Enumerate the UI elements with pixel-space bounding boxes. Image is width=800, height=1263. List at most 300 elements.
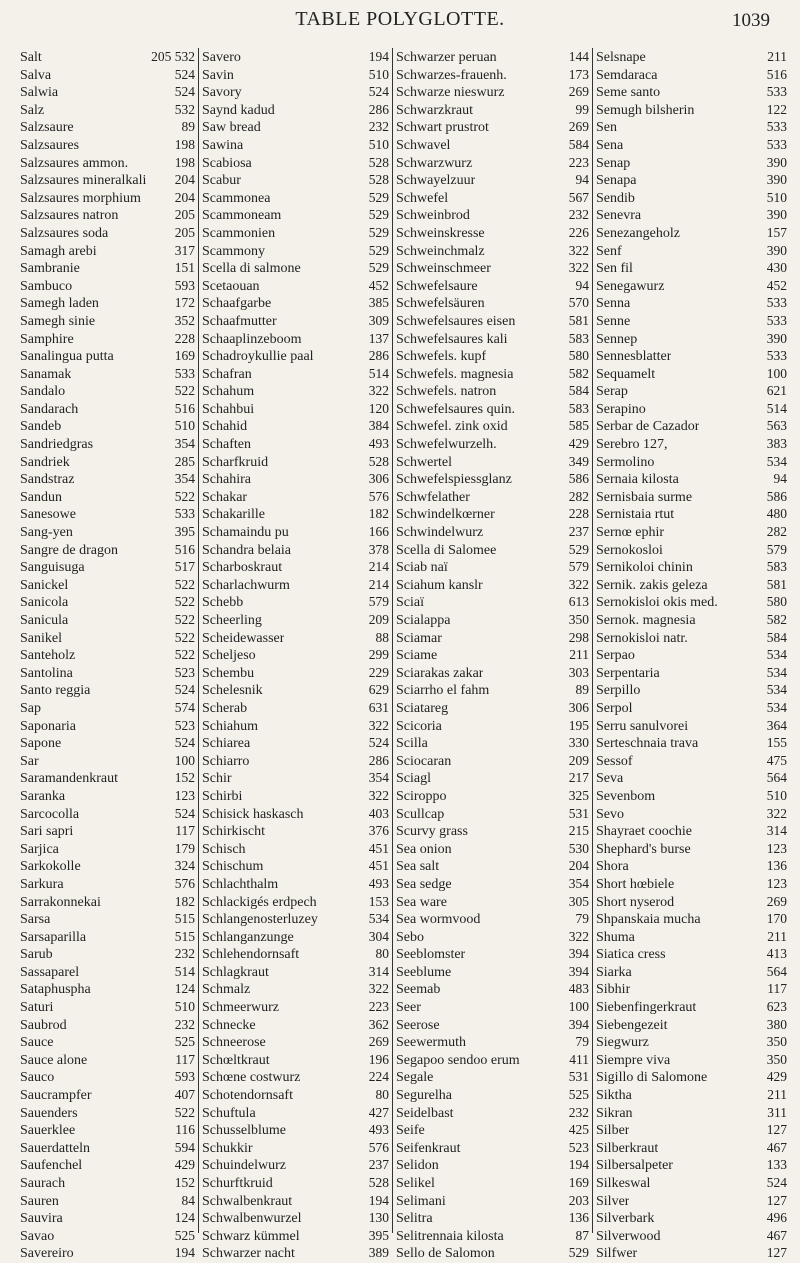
- index-entry: [396, 980, 592, 998]
- entry-term: Sciaï: [396, 595, 424, 611]
- entry-term: Scicoria: [396, 718, 442, 734]
- entry-page-ref: 127: [766, 1192, 787, 1208]
- entry-term: Saw bread: [202, 120, 261, 136]
- index-entry: [396, 1227, 592, 1245]
- index-entry: [20, 1068, 198, 1086]
- index-entry: [396, 681, 592, 699]
- entry-term: Sanikel: [20, 630, 62, 646]
- index-entry: [396, 488, 592, 506]
- entry-term: Schwarzes-frauenh.: [396, 67, 507, 83]
- entry-page-ref: 390: [766, 242, 787, 258]
- entry-page-ref: 123: [766, 875, 787, 891]
- index-entry: [20, 699, 198, 717]
- entry-term: Sassaparel: [20, 964, 80, 980]
- index-entry: [396, 664, 592, 682]
- entry-page-ref: 623: [766, 999, 787, 1015]
- entry-page-ref: 483: [568, 981, 589, 997]
- entry-term: Seewermuth: [396, 1035, 466, 1051]
- index-entry: [20, 646, 198, 664]
- entry-term: Savory: [202, 85, 242, 101]
- entry-page-ref: 117: [767, 981, 787, 997]
- index-entry: [396, 1174, 592, 1192]
- entry-page-ref: 467: [766, 1139, 787, 1155]
- entry-page-ref: 629: [368, 682, 389, 698]
- index-entry: [202, 189, 392, 207]
- index-entry: [20, 1139, 198, 1157]
- entry-page-ref: 514: [368, 365, 389, 381]
- entry-term: Seifenkraut: [396, 1140, 461, 1156]
- entry-page-ref: 528: [368, 1175, 389, 1190]
- entry-page-ref: 322: [568, 260, 589, 276]
- entry-page-ref: 584: [568, 136, 589, 152]
- entry-page-ref: 528: [368, 172, 389, 188]
- index-entry: [20, 734, 198, 752]
- index-entry: [396, 963, 592, 981]
- index-entry: [202, 910, 392, 928]
- index-entry: [202, 382, 392, 400]
- index-entry: [596, 1068, 790, 1086]
- entry-page-ref: 517: [174, 559, 195, 575]
- entry-page-ref: 211: [767, 1087, 787, 1103]
- entry-term: Senegawurz: [596, 278, 665, 294]
- index-column-2: [198, 48, 392, 1262]
- index-entry: [596, 593, 790, 611]
- index-entry: [596, 488, 790, 506]
- index-entry: [396, 928, 592, 946]
- entry-term: Schwefelsaures kali: [396, 331, 508, 347]
- index-entry: [202, 505, 392, 523]
- entry-term: Scullcap: [396, 806, 445, 822]
- entry-page-ref: 516: [174, 400, 195, 416]
- entry-page-ref: 581: [568, 312, 589, 328]
- entry-page-ref: 584: [568, 383, 589, 399]
- entry-page-ref: 564: [766, 963, 787, 979]
- entry-term: Sarsaparilla: [20, 929, 87, 945]
- index-entry: [596, 576, 790, 594]
- entry-term: Seemab: [396, 982, 441, 998]
- index-entry: [202, 118, 392, 136]
- index-entry: [596, 312, 790, 330]
- entry-term: Schneerose: [202, 1035, 266, 1051]
- entry-term: Santolina: [20, 665, 73, 681]
- index-entry: [396, 857, 592, 875]
- entry-page-ref: 232: [174, 946, 195, 962]
- index-entry: [596, 154, 790, 172]
- entry-term: Siebengezeit: [596, 1017, 668, 1033]
- entry-page-ref: 383: [766, 436, 787, 452]
- index-entry: [202, 48, 392, 66]
- entry-term: Scammonea: [202, 190, 271, 206]
- index-entry: [20, 224, 198, 242]
- entry-term: Sap: [20, 700, 41, 716]
- entry-page-ref: 394: [568, 1016, 589, 1032]
- entry-page-ref: 232: [568, 1104, 589, 1120]
- entry-term: Sanickel: [20, 577, 69, 593]
- index-entry: [396, 558, 592, 576]
- index-entry: [20, 259, 198, 277]
- entry-page-ref: 563: [766, 418, 787, 434]
- index-entry: [596, 206, 790, 224]
- entry-term: Schandra belaia: [202, 542, 292, 558]
- entry-page-ref: 529: [568, 541, 589, 557]
- index-entry: [596, 646, 790, 664]
- index-entry: [396, 1156, 592, 1174]
- entry-term: Schiahum: [202, 718, 258, 734]
- entry-page-ref: 425: [568, 1122, 589, 1138]
- page-number: 1039: [732, 10, 770, 31]
- entry-term: Sequamelt: [596, 366, 656, 382]
- entry-term: Schembu: [202, 665, 255, 681]
- entry-term: Schwarz kümmel: [202, 1228, 300, 1244]
- entry-page-ref: 532: [174, 101, 195, 117]
- entry-term: Seife: [396, 1123, 425, 1139]
- index-entry: [202, 1192, 392, 1210]
- entry-page-ref: 172: [174, 295, 195, 311]
- entry-page-ref: 514: [766, 400, 787, 416]
- index-entry: [396, 1086, 592, 1104]
- entry-term: Sauce: [20, 1035, 54, 1051]
- entry-term: Shora: [596, 859, 629, 875]
- index-entry: [20, 752, 198, 770]
- entry-page-ref: 531: [568, 805, 589, 821]
- entry-term: Sanesowe: [20, 507, 76, 523]
- index-entry: [20, 1244, 198, 1262]
- entry-page-ref: 157: [766, 224, 787, 240]
- entry-term: Schlanganzunge: [202, 929, 294, 945]
- index-entry: [202, 928, 392, 946]
- index-entry: [20, 857, 198, 875]
- index-entry: [20, 1016, 198, 1034]
- entry-page-ref: 282: [568, 488, 589, 504]
- entry-term: Sang-yen: [20, 525, 73, 541]
- entry-term: Sebo: [396, 929, 424, 945]
- entry-term: Sciame: [396, 648, 438, 664]
- entry-page-ref: 533: [174, 506, 195, 522]
- entry-term: Schurftkruid: [202, 1176, 273, 1191]
- index-entry: [202, 699, 392, 717]
- entry-page-ref: 395: [174, 524, 195, 540]
- index-entry: [20, 453, 198, 471]
- index-entry: [20, 1174, 198, 1192]
- index-entry: [396, 717, 592, 735]
- entry-term: Saturi: [20, 1000, 54, 1016]
- index-entry: [396, 118, 592, 136]
- index-entry: [202, 294, 392, 312]
- entry-page-ref: 127: [766, 1245, 787, 1261]
- entry-term: Senap: [596, 155, 631, 171]
- index-entry: [202, 1121, 392, 1139]
- entry-term: Scabiosa: [202, 155, 252, 171]
- index-entry: [20, 910, 198, 928]
- index-entry: [202, 277, 392, 295]
- entry-term: Schlagkraut: [202, 964, 269, 980]
- entry-term: Schwefelsaures quin.: [396, 401, 515, 417]
- entry-page-ref: 583: [568, 330, 589, 346]
- entry-page-ref: 510: [174, 418, 195, 434]
- entry-term: Schaaplinzeboom: [202, 331, 302, 347]
- entry-page-ref: 480: [766, 506, 787, 522]
- entry-page-ref: 117: [175, 1051, 195, 1067]
- index-entry: [202, 1244, 392, 1262]
- entry-term: Sessof: [596, 753, 633, 769]
- entry-term: Sandriek: [20, 454, 70, 470]
- index-entry: [202, 242, 392, 260]
- index-entry: [396, 752, 592, 770]
- entry-page-ref: 153: [368, 893, 389, 909]
- entry-term: Seeblomster: [396, 947, 466, 963]
- entry-page-ref: 223: [368, 999, 389, 1015]
- index-entry: [596, 1051, 790, 1069]
- entry-page-ref: 389: [368, 1245, 389, 1261]
- entry-page-ref: 451: [368, 840, 389, 856]
- entry-page-ref: 124: [174, 1210, 195, 1226]
- entry-page-ref: 209: [568, 752, 589, 768]
- index-entry: [20, 1033, 198, 1051]
- index-entry: [202, 312, 392, 330]
- index-entry: [396, 945, 592, 963]
- entry-page-ref: 130: [368, 1210, 389, 1226]
- entry-term: Schwindelkœrner: [396, 507, 495, 523]
- index-entry: [596, 558, 790, 576]
- entry-term: Schahid: [202, 419, 248, 435]
- index-entry: [396, 417, 592, 435]
- index-column-1: [20, 48, 198, 1262]
- index-entry: [20, 558, 198, 576]
- index-entry: [596, 1244, 790, 1262]
- entry-term: Schuindelwurz: [202, 1158, 286, 1174]
- entry-page-ref: 364: [766, 717, 787, 733]
- index-entry: [596, 734, 790, 752]
- index-entry: [202, 1051, 392, 1069]
- entry-page-ref: 232: [368, 119, 389, 135]
- entry-term: Shpanskaia mucha: [596, 912, 701, 928]
- index-entry: [396, 1121, 592, 1139]
- entry-page-ref: 524: [766, 1175, 787, 1190]
- entry-term: Sauce alone: [20, 1052, 88, 1068]
- entry-page-ref: 533: [174, 365, 195, 381]
- entry-page-ref: 269: [568, 119, 589, 135]
- entry-term: Serebro 127,: [596, 437, 668, 453]
- index-entry: [596, 875, 790, 893]
- index-entry: [202, 83, 392, 101]
- entry-page-ref: 317: [174, 242, 195, 258]
- entry-term: Scetaouan: [202, 278, 260, 294]
- index-entry: [202, 893, 392, 911]
- entry-term: Schwefelsaures eisen: [396, 313, 516, 329]
- entry-term: Schœltkraut: [202, 1052, 270, 1068]
- index-entry: [596, 893, 790, 911]
- index-entry: [20, 523, 198, 541]
- index-entry: [596, 66, 790, 84]
- index-entry: [20, 576, 198, 594]
- entry-page-ref: 493: [368, 875, 389, 891]
- entry-page-ref: 524: [368, 735, 389, 751]
- entry-term: Savao: [20, 1228, 55, 1244]
- index-entry: [20, 470, 198, 488]
- entry-term: Sennep: [596, 331, 638, 347]
- entry-term: Serbar de Cazador: [596, 419, 700, 435]
- entry-term: Sea sedge: [396, 876, 452, 892]
- entry-page-ref: 94: [575, 172, 589, 188]
- entry-term: Sciagl: [396, 771, 431, 787]
- entry-term: Sciahum kanslr: [396, 577, 483, 593]
- index-entry: [396, 83, 592, 101]
- entry-page-ref: 352: [174, 312, 195, 328]
- index-entry: [596, 224, 790, 242]
- entry-term: Schwefelsäuren: [396, 296, 485, 312]
- entry-term: Sciroppo: [396, 788, 447, 804]
- entry-term: Siktha: [596, 1088, 632, 1104]
- index-entry: [202, 980, 392, 998]
- entry-page-ref: 529: [368, 189, 389, 205]
- index-entry: [20, 435, 198, 453]
- entry-term: Shephard's burse: [596, 841, 691, 857]
- entry-page-ref: 314: [766, 823, 787, 839]
- index-entry: [20, 1051, 198, 1069]
- entry-page-ref: 390: [766, 330, 787, 346]
- entry-term: Selitra: [396, 1211, 433, 1227]
- entry-term: Schwindelwurz: [396, 525, 484, 541]
- entry-term: Sigillo di Salomone: [596, 1070, 708, 1086]
- entry-term: Sea onion: [396, 841, 452, 857]
- entry-page-ref: 298: [568, 629, 589, 645]
- entry-term: Schlackigés erdpech: [202, 894, 317, 910]
- index-entry: [596, 805, 790, 823]
- index-entry: [596, 945, 790, 963]
- index-entry: [596, 717, 790, 735]
- entry-term: Sandstraz: [20, 472, 75, 488]
- index-entry: [202, 259, 392, 277]
- index-entry: [202, 171, 392, 189]
- entry-page-ref: 152: [174, 770, 195, 786]
- entry-term: Seidelbast: [396, 1105, 454, 1121]
- index-entry: [596, 294, 790, 312]
- entry-term: Schwavel: [396, 137, 451, 153]
- entry-page-ref: 576: [368, 488, 389, 504]
- entry-page-ref: 403: [368, 805, 389, 821]
- entry-term: Sauerdatteln: [20, 1140, 90, 1156]
- entry-page-ref: 79: [575, 911, 589, 927]
- entry-page-ref: 522: [174, 488, 195, 504]
- entry-term: Serteschnaia trava: [596, 736, 699, 752]
- entry-page-ref: 232: [174, 1016, 195, 1032]
- entry-term: Schwarzwurz: [396, 155, 473, 171]
- index-entry: [396, 171, 592, 189]
- entry-page-ref: 314: [368, 963, 389, 979]
- entry-term: Schwefel: [396, 190, 449, 206]
- entry-term: Savin: [202, 67, 234, 83]
- entry-page-ref: 205: [174, 207, 195, 223]
- entry-page-ref: 309: [368, 312, 389, 328]
- index-entry: [396, 822, 592, 840]
- entry-page-ref: 133: [766, 1157, 787, 1173]
- index-entry: [20, 893, 198, 911]
- entry-term: Schotendornsaft: [202, 1088, 293, 1104]
- entry-term: Sangre de dragon: [20, 542, 118, 558]
- index-entry: [202, 1086, 392, 1104]
- entry-term: Sataphuspha: [20, 982, 91, 998]
- index-entry: [20, 928, 198, 946]
- entry-term: Senapa: [596, 173, 637, 189]
- index-entry: [596, 752, 790, 770]
- entry-page-ref: 529: [368, 260, 389, 276]
- entry-page-ref: 631: [368, 699, 389, 715]
- entry-page-ref: 204: [174, 189, 195, 205]
- entry-page-ref: 120: [368, 400, 389, 416]
- entry-page-ref: 583: [766, 559, 787, 575]
- index-entry: [396, 1244, 592, 1262]
- entry-page-ref: 529: [368, 242, 389, 258]
- entry-term: Semdaraca: [596, 67, 658, 83]
- page-header: [0, 6, 800, 34]
- entry-page-ref: 452: [368, 277, 389, 293]
- entry-page-ref: 576: [174, 875, 195, 891]
- index-entry: [396, 593, 592, 611]
- index-entry: [202, 154, 392, 172]
- index-entry: [202, 400, 392, 418]
- entry-term: Sanicola: [20, 595, 69, 611]
- index-entry: [20, 681, 198, 699]
- index-entry: [20, 611, 198, 629]
- entry-term: Sevenbom: [596, 788, 656, 804]
- entry-page-ref: 195: [568, 717, 589, 733]
- entry-page-ref: 564: [766, 770, 787, 786]
- index-entry: [596, 1139, 790, 1157]
- index-entry: [20, 294, 198, 312]
- index-entry: [202, 541, 392, 559]
- entry-term: Sanamak: [20, 366, 72, 382]
- index-entry: [396, 294, 592, 312]
- index-entry: [596, 629, 790, 647]
- index-entry: [596, 417, 790, 435]
- entry-page-ref: 354: [174, 436, 195, 452]
- entry-term: Senf: [596, 243, 622, 259]
- index-entry: [202, 1174, 392, 1192]
- index-entry: [396, 541, 592, 559]
- index-entry: [202, 875, 392, 893]
- entry-page-ref: 136: [766, 858, 787, 874]
- entry-term: Schusselblume: [202, 1123, 286, 1139]
- index-entry: [596, 1174, 790, 1192]
- entry-page-ref: 429: [174, 1157, 195, 1173]
- entry-page-ref: 223: [568, 154, 589, 170]
- entry-term: Selidon: [396, 1158, 439, 1174]
- index-entry: [20, 980, 198, 998]
- entry-page-ref: 514: [174, 963, 195, 979]
- entry-term: Sauenders: [20, 1105, 78, 1121]
- entry-term: Sarub: [20, 947, 53, 963]
- index-entry: [20, 822, 198, 840]
- entry-page-ref: 378: [368, 541, 389, 557]
- entry-page-ref: 613: [568, 594, 589, 610]
- entry-term: Sevo: [596, 806, 624, 822]
- index-entry: [202, 347, 392, 365]
- entry-term: Schisick haskasch: [202, 806, 304, 822]
- entry-term: Salwia: [20, 85, 59, 101]
- index-entry: [20, 875, 198, 893]
- entry-page-ref: 169: [174, 348, 195, 364]
- entry-page-ref: 194: [568, 1157, 589, 1173]
- entry-page-ref: 390: [766, 207, 787, 223]
- index-entry: [202, 611, 392, 629]
- entry-term: Sennesblatter: [596, 349, 672, 365]
- index-entry: [396, 805, 592, 823]
- entry-term: Schlachthalm: [202, 876, 279, 892]
- entry-page-ref: 214: [368, 576, 389, 592]
- entry-term: Selitrennaia kilosta: [396, 1228, 504, 1244]
- entry-term: Salzsaures morphium: [20, 190, 141, 206]
- entry-page-ref: 523: [568, 1139, 589, 1155]
